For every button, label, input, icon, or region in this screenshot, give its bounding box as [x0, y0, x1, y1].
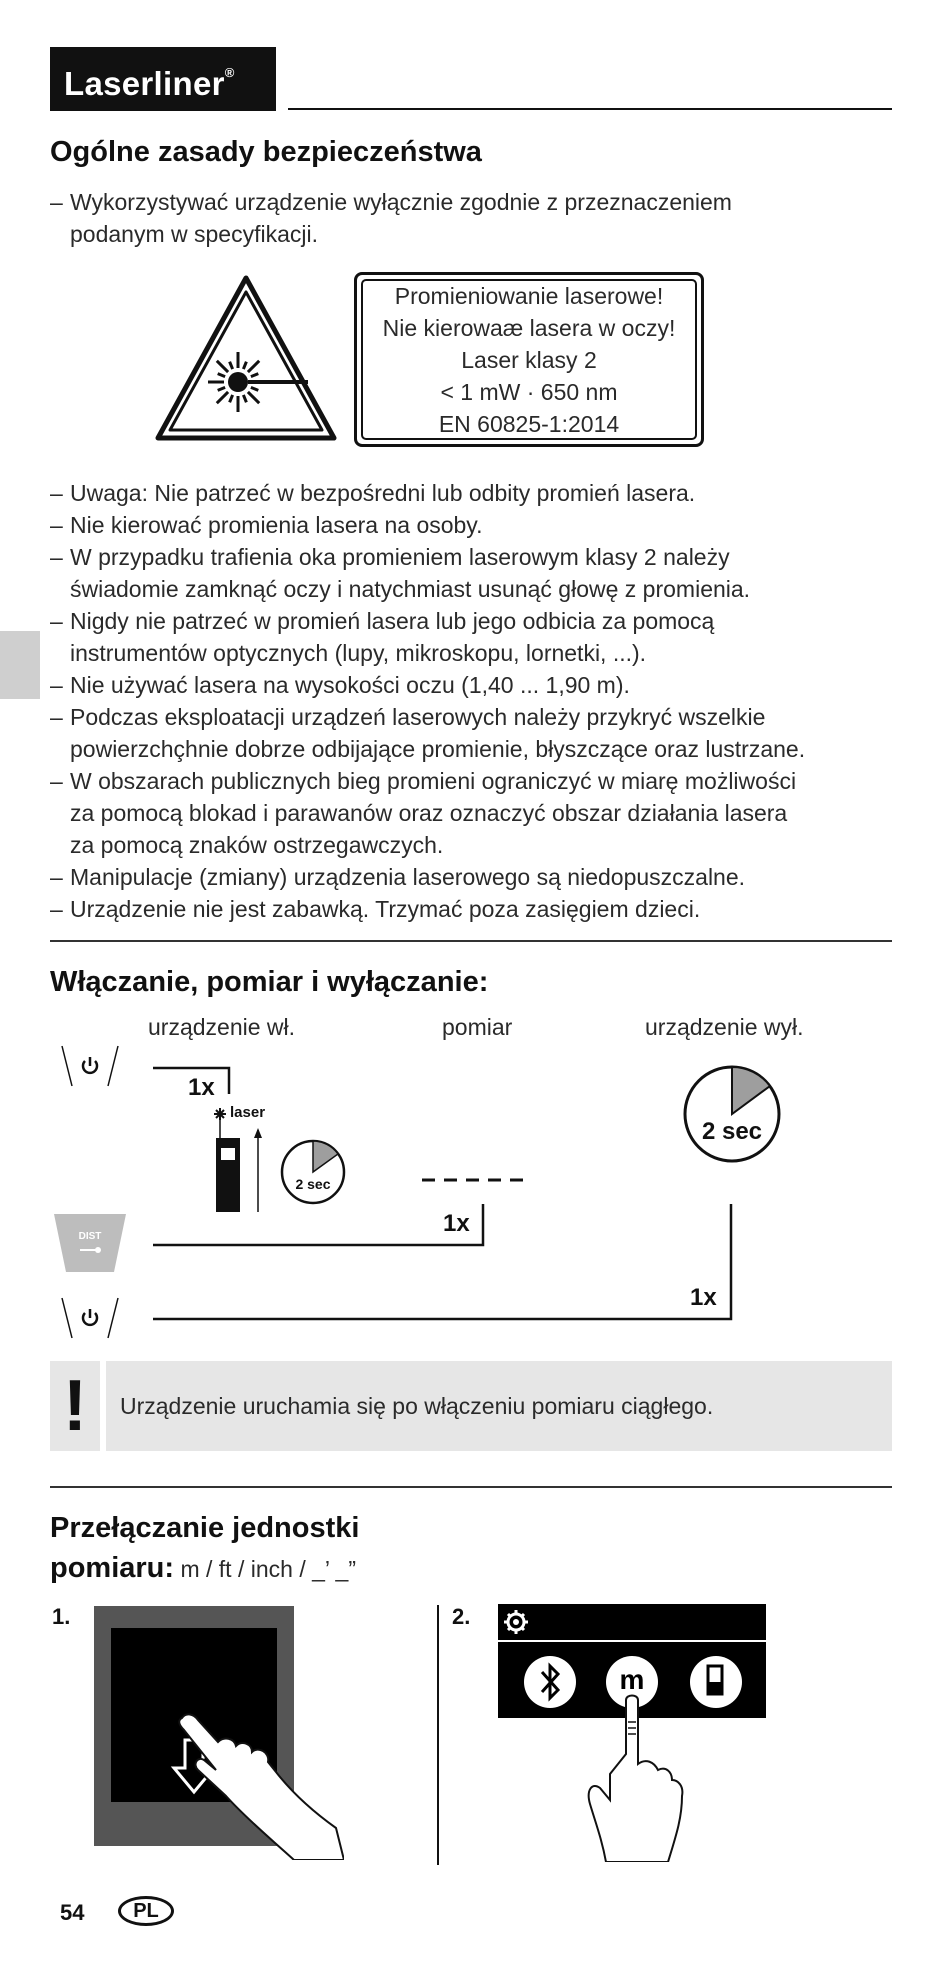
warning-line: Nie kierowaæ lasera w oczy!: [382, 314, 676, 341]
settings-menu-illustration: [498, 1604, 766, 1862]
safety-item: – Urządzenie nie jest zabawką. Trzymać poza zasięgiem dzieci.: [50, 893, 930, 925]
exclamation-icon: !: [50, 1361, 106, 1451]
units-title: Przełączanie jednostki: [50, 1512, 360, 1544]
timer-large-label: 2 sec: [701, 1118, 763, 1145]
col-label-off: urządzenie wył.: [645, 1014, 804, 1040]
note-text: Urządzenie uruchamia się po włączeniu pomiaru ciągłego.: [120, 1393, 714, 1419]
side-tab-marker: [0, 631, 40, 699]
warning-line: Promieniowanie laserowe!: [394, 282, 664, 309]
unit-button-label: m: [619, 1664, 645, 1695]
timer-large-icon: [680, 1062, 784, 1166]
brand-logo: Laserliner®: [50, 47, 276, 111]
safety-item: – Nie kierować promienia lasera na osoby.: [50, 509, 930, 541]
step-divider: [437, 1605, 439, 1865]
power-button-icon: [58, 1296, 122, 1340]
warning-line: EN 60825-1:2014: [438, 410, 620, 437]
safety-title: Ogólne zasady bezpieczeństwa: [50, 136, 482, 168]
language-badge: PL: [118, 1896, 174, 1926]
press-once-label: 1x: [690, 1284, 717, 1311]
step-1-label: 1.: [52, 1604, 71, 1629]
step-2-label: 2.: [452, 1604, 471, 1629]
safety-item: – Nigdy nie patrzeć w promień lasera lub jego odbicia za pomocą instrumentów optycznych (lupy, mikroskopu, lornetki, ...).: [50, 605, 930, 669]
laser-warning-label: [354, 272, 704, 447]
units-subtitle: pomiaru: m / ft / inch / _’ _”: [50, 1552, 356, 1584]
press-once-label: 1x: [443, 1210, 470, 1237]
dist-button-icon: [52, 1212, 128, 1274]
intro-item: – Wykorzystywać urządzenie wyłącznie zgodnie z przeznaczeniem podanym w specyfikacji.: [50, 186, 910, 250]
col-label-on: urządzenie wł.: [148, 1014, 296, 1040]
power-button-icon: [58, 1044, 122, 1088]
note-box: [50, 1361, 892, 1451]
section-divider: [50, 1486, 892, 1488]
page-number: 54: [60, 1900, 85, 1925]
dist-button-label: DIST: [78, 1231, 102, 1242]
safety-item: – Podczas eksploatacji urządzeń laserowych należy przykryć wszelkie powierzchçhnie dobrze odbijające promienie, błyszczące oraz lustrzane.: [50, 701, 930, 765]
safety-item: – Nie używać lasera na wysokości oczu (1,40 ... 1,90 m).: [50, 669, 930, 701]
timer-label: 2 sec: [295, 1176, 331, 1192]
safety-item: – W przypadku trafienia oka promieniem laserowym klasy 2 należy świadomie zamknąć oczy i natychmiast usunąć głowę z promienia.: [50, 541, 930, 605]
safety-intro: [50, 186, 910, 250]
press-once-label: 1x: [188, 1074, 215, 1101]
laser-label: laser: [230, 1104, 266, 1121]
section-divider: [50, 940, 892, 942]
swipe-down-illustration: [94, 1606, 344, 1860]
safety-item: – Uwaga: Nie patrzeć w bezpośredni lub odbity promień lasera.: [50, 477, 930, 509]
safety-list: [50, 477, 930, 925]
units-list: m / ft / inch / _’ _”: [174, 1556, 356, 1582]
warning-line: < 1 mW · 650 nm: [440, 378, 618, 405]
laser-warning-icon: [152, 272, 340, 446]
safety-item: – W obszarach publicznych bieg promieni ograniczyć w miarę możliwości za pomocą blokad i parawanów oraz oznaczyć obszar działania lasera za pomocą znaków ostrzegawczych.: [50, 765, 930, 861]
header-rule: [288, 108, 892, 110]
operation-title: Włączanie, pomiar i wyłączanie:: [50, 966, 489, 998]
safety-item: – Manipulacje (zmiany) urządzenia laserowego są niedopuszczalne.: [50, 861, 930, 893]
laser-device-icon: [214, 1108, 272, 1214]
timer-icon: [279, 1138, 347, 1206]
warning-line: Laser klasy 2: [461, 346, 597, 373]
col-label-measure: pomiar: [442, 1014, 513, 1040]
